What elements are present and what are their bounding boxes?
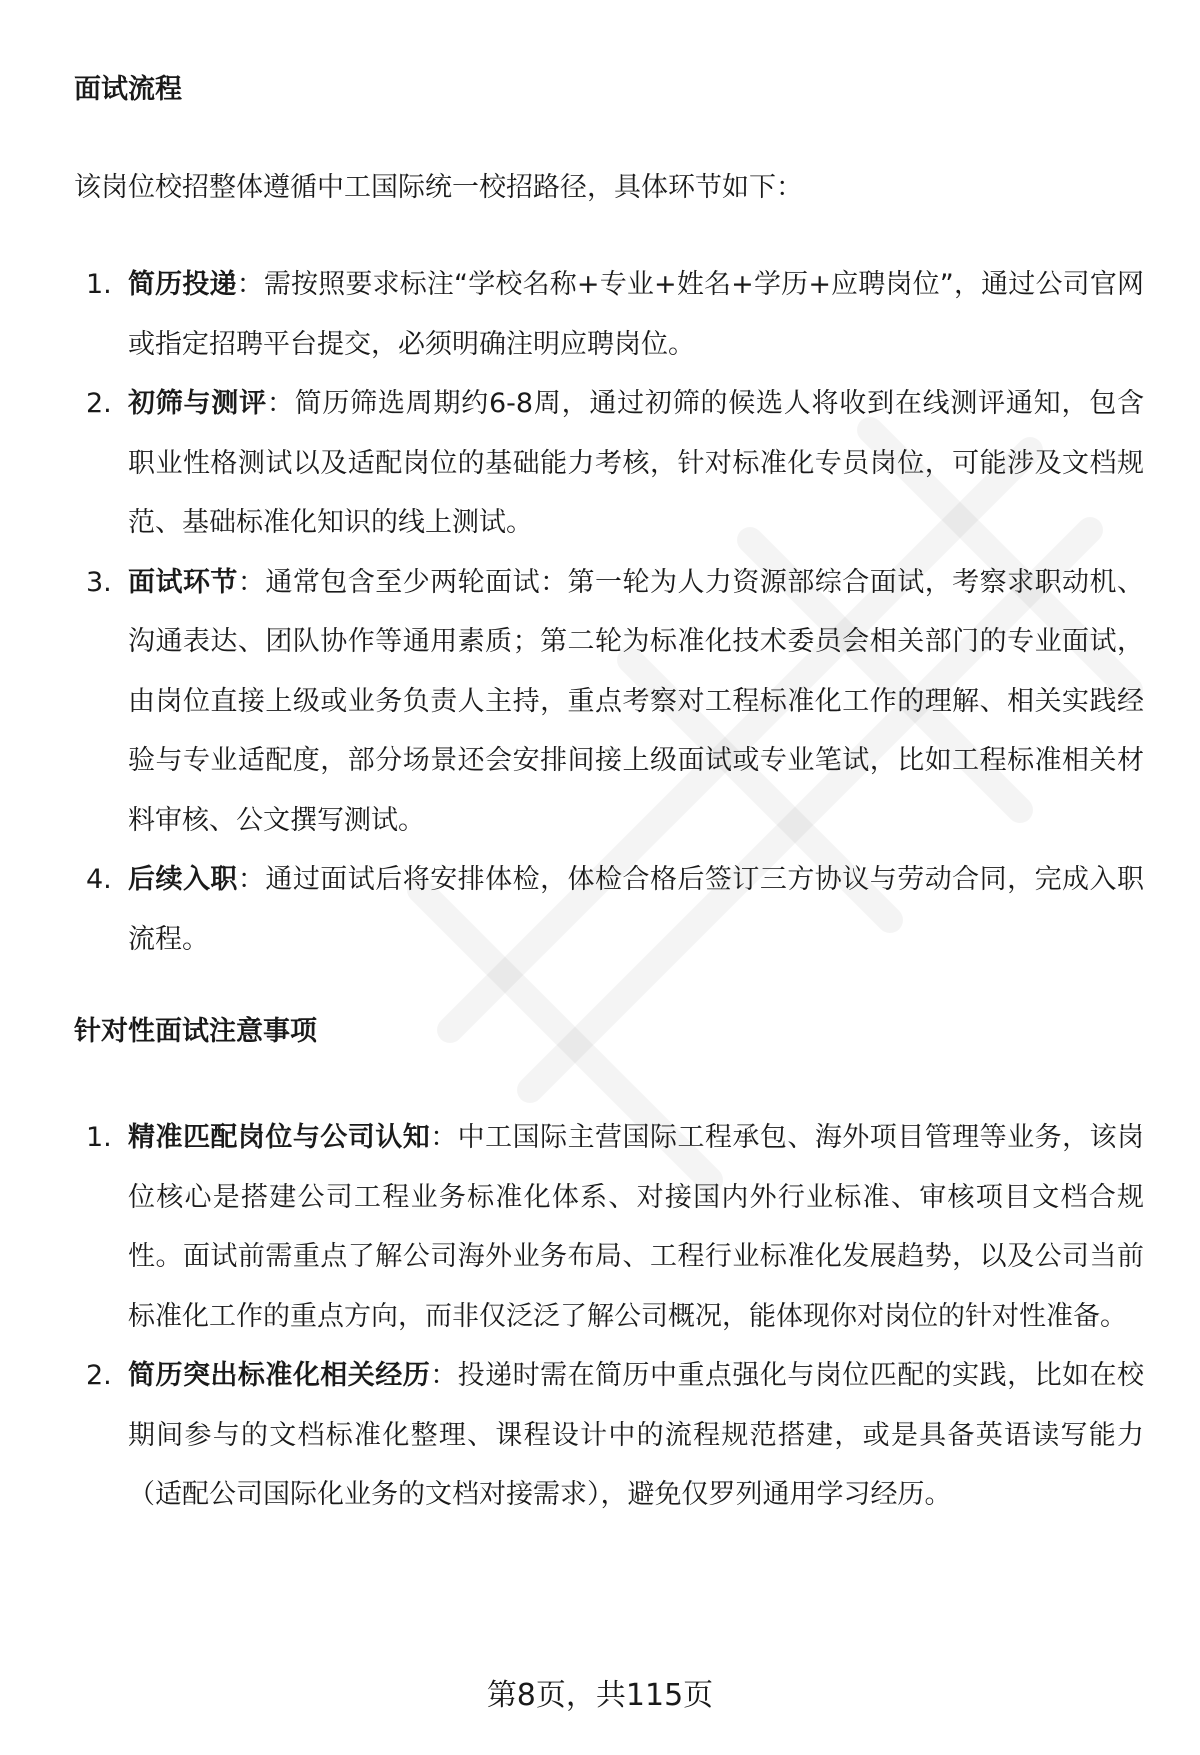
list-number: 1. — [86, 1122, 112, 1153]
interview-process-list — [74, 255, 1144, 969]
list-item-text: ：简历筛选周期约6-8周，通过初筛的候选人将收到在线测评通知，包含职业性格测试以及适配岗位的基础能力考核，针对标准化专员岗位，可能涉及文档规范、基础标准化知识的线上测试。 — [128, 388, 1144, 538]
list-item-text: ：需按照要求标注“学校名称+专业+姓名+学历+应聘岗位”，通过公司官网或指定招聘平台提交，必须明确注明应聘岗位。 — [128, 269, 1144, 360]
list-number: 1. — [86, 269, 112, 300]
list-item-heading: 简历投递 — [128, 269, 237, 300]
section-title-interview-process: 面试流程 — [74, 74, 182, 105]
list-item — [74, 374, 1144, 553]
list-number: 4. — [86, 864, 112, 895]
section-intro: 该岗位校招整体遵循中工国际统一校招路径，具体环节如下： — [74, 172, 803, 203]
list-item — [74, 1346, 1144, 1525]
list-item-text: ：中工国际主营国际工程承包、海外项目管理等业务，该岗位核心是搭建公司工程业务标准化体系、对接国内外行业标准、审核项目文档合规性。面试前需重点了解公司海外业务布局、工程行业标准化发展趋势，以及公司当前标准化工作的重点方向，而非仅泛泛了解公司概况，能体现你对岗位的针对性准备。 — [128, 1122, 1145, 1332]
list-number: 2. — [86, 1360, 112, 1391]
list-item-text: ：通常包含至少两轮面试：第一轮为人力资源部综合面试，考察求职动机、沟通表达、团队协作等通用素质；第二轮为标准化技术委员会相关部门的专业面试，由岗位直接上级或业务负责人主持，重点考察对工程标准化工作的理解、相关实践经验与专业适配度，部分场景还会安排间接上级面试或专业笔试，比如工程标准相关材料审核、公文撰写测试。 — [128, 566, 1145, 836]
list-item — [74, 850, 1144, 969]
interview-tips-list — [74, 1108, 1144, 1525]
list-item — [74, 1108, 1144, 1346]
list-item-heading: 精准匹配岗位与公司认知 — [128, 1122, 431, 1153]
list-item-heading: 初筛与测评 — [128, 388, 267, 419]
list-item-text: ：投递时需在简历中重点强化与岗位匹配的实践，比如在校期间参与的文档标准化整理、课程设计中的流程规范搭建，或是具备英语读写能力（适配公司国际化业务的文档对接需求），避免仅罗列通用学习经历。 — [128, 1360, 1145, 1510]
list-item-heading: 后续入职 — [128, 864, 238, 895]
list-item — [74, 553, 1144, 851]
list-item-heading: 面试环节 — [128, 566, 238, 598]
page-footer: 第8页，共115页 — [486, 1678, 714, 1713]
list-item-text: ：通过面试后将安排体检，体检合格后签订三方协议与劳动合同，完成入职流程。 — [128, 864, 1145, 955]
list-item — [74, 255, 1144, 374]
list-number: 3. — [86, 566, 112, 598]
list-number: 2. — [86, 388, 112, 419]
section-title-interview-tips: 针对性面试注意事项 — [74, 1016, 317, 1047]
list-item-heading: 简历突出标准化相关经历 — [128, 1360, 431, 1391]
